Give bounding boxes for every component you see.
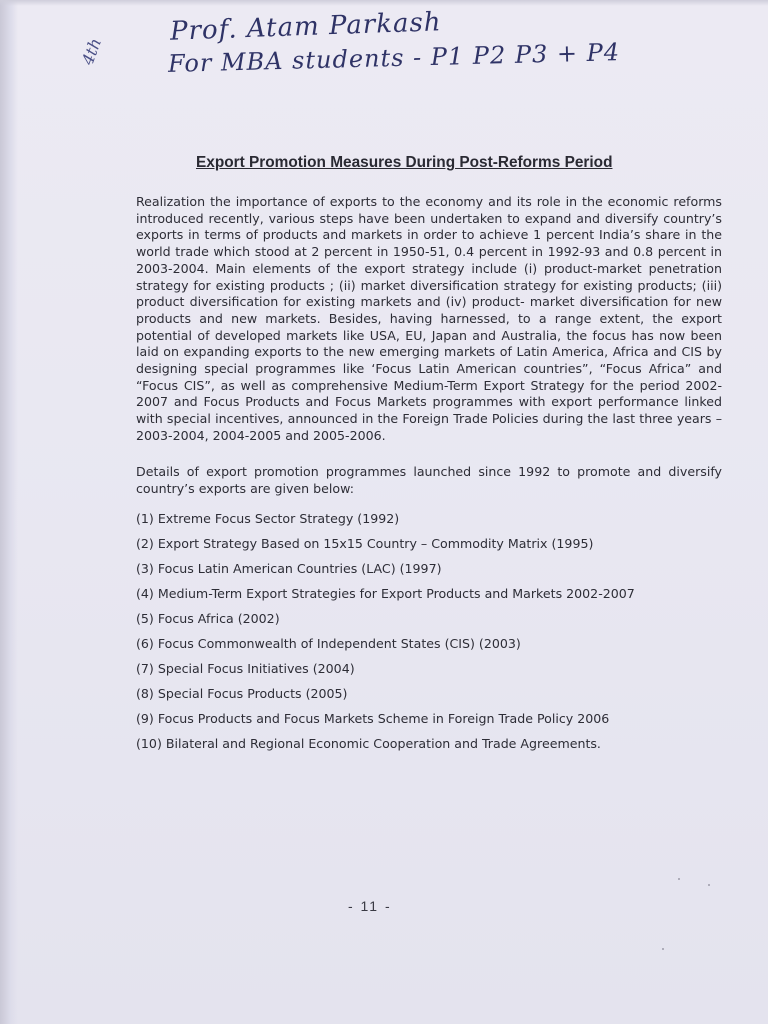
scan-speck [708, 884, 710, 886]
list-item: (5) Focus Africa (2002) [136, 611, 280, 626]
list-item: (8) Special Focus Products (2005) [136, 686, 348, 701]
handwritten-note-line-1: Prof. Atam Parkash [169, 7, 443, 47]
scan-speck [662, 948, 664, 950]
scan-speck [678, 878, 680, 880]
list-item: (4) Medium-Term Export Strategies for Export Products and Markets 2002-2007 [136, 586, 635, 601]
programmes-intro-paragraph: Details of export promotion programmes launched since 1992 to promote and diversify country’s exports are given below: [136, 464, 722, 496]
list-item: (3) Focus Latin American Countries (LAC) (1997) [136, 561, 442, 576]
handwritten-note-line-2: For MBA students - P1 P2 P3 + P4 [167, 38, 621, 78]
list-item: (2) Export Strategy Based on 15x15 Country – Commodity Matrix (1995) [136, 536, 594, 551]
document-title: Export Promotion Measures During Post-Reforms Period [196, 154, 613, 171]
list-item: (10) Bilateral and Regional Economic Cooperation and Trade Agreements. [136, 736, 601, 751]
programmes-list [136, 511, 722, 761]
list-item: (6) Focus Commonwealth of Independent States (CIS) (2003) [136, 636, 521, 651]
page-shadow-top [0, 0, 768, 6]
list-item: (7) Special Focus Initiatives (2004) [136, 661, 355, 676]
list-item: (9) Focus Products and Focus Markets Scheme in Foreign Trade Policy 2006 [136, 711, 610, 726]
list-item: (1) Extreme Focus Sector Strategy (1992) [136, 511, 400, 526]
page-number: - 11 - [348, 898, 392, 914]
handwritten-margin-mark: 4th [77, 35, 105, 68]
intro-paragraph: Realization the importance of exports to the economy and its role in the economic reforms introduced recently, various steps have been undertaken to expand and diversify country’s exports in terms of products and markets in order to achieve 1 percent India’s share in the world trade which stood at 2 percent in 1950-51, 0.4 percent in 1992-93 and 0.8 percent in 2003-2004. Main elements of the export strategy include (i) product-market penetration strategy for existing products ; (ii) market diversification strategy for existing products; (iii) product diversification for existing markets and (iv) product- market diversification for new products and new markets. Besides, having harnessed, to a range extent, the export potential of developed markets like USA, EU, Japan and Australia, the focus has now been laid on expanding exports to the new emerging markets of Latin America, Africa and CIS by designing special programmes like ‘Focus Latin American countries”, “Focus Africa” and “Focus CIS”, as well as comprehensive Medium-Term Export Strategy for the period 2002-2007 and Focus Products and Focus Markets programmes with export performance linked with special incentives, announced in the Foreign Trade Policies during the last three years – 2003-2004, 2004-2005 and 2005-2006. [136, 194, 722, 443]
handwritten-note [78, 8, 718, 108]
page-shadow-edge [0, 0, 18, 1024]
